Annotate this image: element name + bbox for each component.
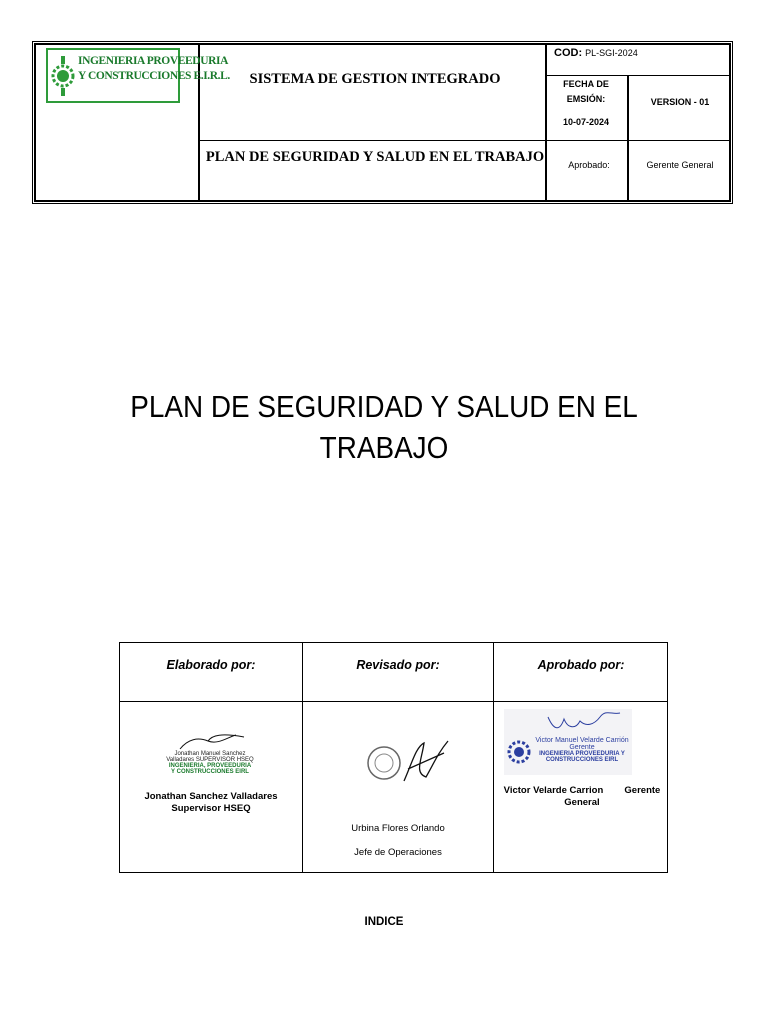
revisado-heading: Revisado por: [356, 658, 440, 672]
aprobado-signer [496, 785, 668, 809]
header-divider [627, 75, 629, 200]
cod-field [554, 47, 638, 59]
aprobado-role: Gerente General [564, 785, 661, 808]
aprobado-stamp-role: Gerente [569, 744, 595, 751]
fecha-value: 10-07-2024 [562, 117, 610, 127]
aprobado-stamp-text [532, 737, 632, 763]
revisado-signer [303, 823, 493, 859]
aprobado-stamp [504, 709, 632, 775]
aprobado-name: Victor Velarde Carrion [503, 785, 604, 796]
logo-line1: INGENIERIA PROVEEDURIA [78, 55, 228, 67]
elaborado-role: Supervisor HSEQ [171, 803, 251, 814]
gear-emblem-icon [51, 54, 75, 98]
elaborado-stamp [160, 751, 260, 775]
plan-title-header: PLAN DE SEGURIDAD Y SALUD EN EL TRABAJO [205, 149, 545, 165]
revisado-stamp-signature [364, 733, 454, 789]
version-label: VERSION - 01 [650, 97, 710, 107]
elaborado-signature [178, 731, 248, 753]
system-title: SISTEMA DE GESTION INTEGRADO [249, 71, 501, 87]
approvals-table [119, 642, 668, 873]
cod-label: COD: [554, 47, 583, 59]
logo-line2: Y CONSTRUCCIONES E.I.R.L. [78, 70, 230, 82]
elaborado-stamp-company1: INGENIERIA, PROVEEDURIA [168, 763, 252, 769]
aprobado-signature [546, 711, 626, 735]
elaborado-stamp-line2: Valladares SUPERVISOR HSEQ [166, 757, 254, 763]
aprobado-label: Aprobado: [568, 160, 610, 170]
aprobado-stamp-name: Victor Manuel Velarde Carrión [535, 737, 629, 744]
cod-value: PL-SGI-2024 [585, 48, 638, 58]
fecha-label: FECHA DE EMSIÓN: [563, 79, 609, 104]
aprobado-heading: Aprobado por: [537, 658, 625, 672]
gear-emblem-icon [506, 737, 532, 767]
aprobado-stamp-company2: CONSTRUCCIONES EIRL [545, 757, 619, 763]
header-divider [545, 140, 731, 141]
elaborado-stamp-company2: Y CONSTRUCCIONES EIRL [171, 769, 249, 775]
elaborado-name: Jonathan Sanchez Valladares [144, 791, 278, 802]
indice-heading: INDICE [364, 916, 404, 928]
elaborado-heading: Elaborado por: [166, 658, 256, 672]
company-logo [46, 48, 230, 103]
revisado-name: Urbina Flores Orlando [351, 823, 445, 834]
revisado-role: Jefe de Operaciones [354, 847, 442, 858]
header-divider [545, 45, 547, 200]
elaborado-stamp-line1: Jonathan Manuel Sanchez [174, 751, 246, 757]
aprobado-stamp-company1: INGENIERIA PROVEEDURIA Y [539, 751, 625, 757]
elaborado-signer [120, 791, 302, 815]
approvals-divider [493, 643, 494, 872]
aprobado-value: Gerente General [646, 160, 714, 170]
document-header-table [34, 43, 731, 202]
page-title: PLAN DE SEGURIDAD Y SALUD EN EL TRABAJO [130, 389, 638, 465]
approvals-divider [120, 701, 667, 702]
header-divider [198, 140, 545, 141]
header-divider [545, 75, 731, 76]
